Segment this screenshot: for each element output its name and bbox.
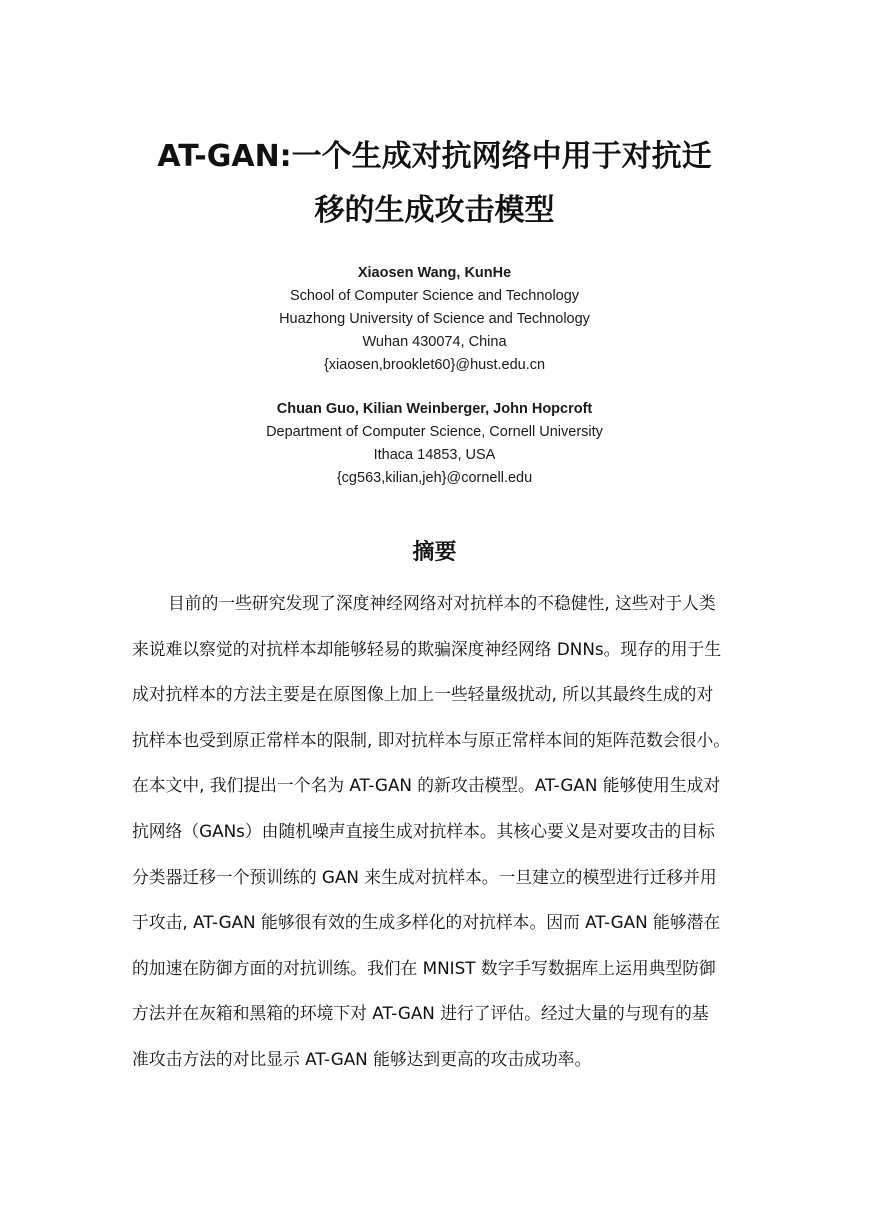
- abstract-heading: 摘要: [412, 540, 457, 565]
- affiliation-address: Ithaca 14853, USA: [373, 447, 496, 463]
- abstract-line: 抗网络（GANs）由随机噪声直接生成对抗样本。其核心要义是对要攻击的目标: [132, 820, 715, 841]
- abstract-line: 的加速在防御方面的对抗训练。我们在 MNIST 数字手写数据库上运用典型防御: [132, 957, 716, 978]
- affiliation-school: School of Computer Science and Technology: [289, 288, 580, 304]
- abstract-line: 分类器迁移一个预训练的 GAN 来生成对抗样本。一旦建立的模型进行迁移并用: [132, 866, 717, 887]
- author-names: Chuan Guo, Kilian Weinberger, John Hopcroft: [276, 401, 593, 417]
- author-names: Xiaosen Wang, KunHe: [357, 265, 512, 281]
- author-block-hust: [0, 262, 869, 377]
- abstract-line: 目前的一些研究发现了深度神经网络对对抗样本的不稳健性, 这些对于人类: [168, 593, 716, 613]
- affiliation-university: Huazhong University of Science and Technology: [279, 311, 590, 327]
- abstract-line: 成对抗样本的方法主要是在原图像上加上一些轻量级扰动, 所以其最终生成的对: [132, 684, 714, 705]
- author-emails: {xiaosen,brooklet60}@hust.edu.cn: [323, 357, 546, 373]
- author-block-cornell: [0, 398, 869, 490]
- affiliation-department: Department of Computer Science, Cornell University: [266, 424, 603, 440]
- abstract-line: 抗样本也受到原正常样本的限制, 即对抗样本与原正常样本间的矩阵范数会很小。: [132, 729, 731, 750]
- paper-title-line-2: 移的生成攻击模型: [314, 193, 555, 228]
- abstract-line: 方法并在灰箱和黑箱的环境下对 AT-GAN 进行了评估。经过大量的与现有的基: [132, 1003, 709, 1024]
- abstract-line: 在本文中, 我们提出一个名为 AT-GAN 的新攻击模型。AT-GAN 能够使用生成对: [132, 775, 721, 796]
- abstract-body: [132, 586, 740, 1088]
- abstract-line: 准攻击方法的对比显示 AT-GAN 能够达到更高的攻击成功率。: [132, 1048, 592, 1069]
- affiliation-address: Wuhan 430074, China: [362, 334, 507, 350]
- abstract-line: 于攻击, AT-GAN 能够很有效的生成多样化的对抗样本。因而 AT-GAN 能够潜在: [132, 912, 721, 933]
- abstract-line: 来说难以察觉的对抗样本却能够轻易的欺骗深度神经网络 DNNs。现存的用于生: [132, 638, 722, 659]
- author-emails: {cg563,kilian,jeh}@cornell.edu: [336, 470, 533, 486]
- paper-title-line-1: AT-GAN:一个生成对抗网络中用于对抗迁: [157, 139, 712, 174]
